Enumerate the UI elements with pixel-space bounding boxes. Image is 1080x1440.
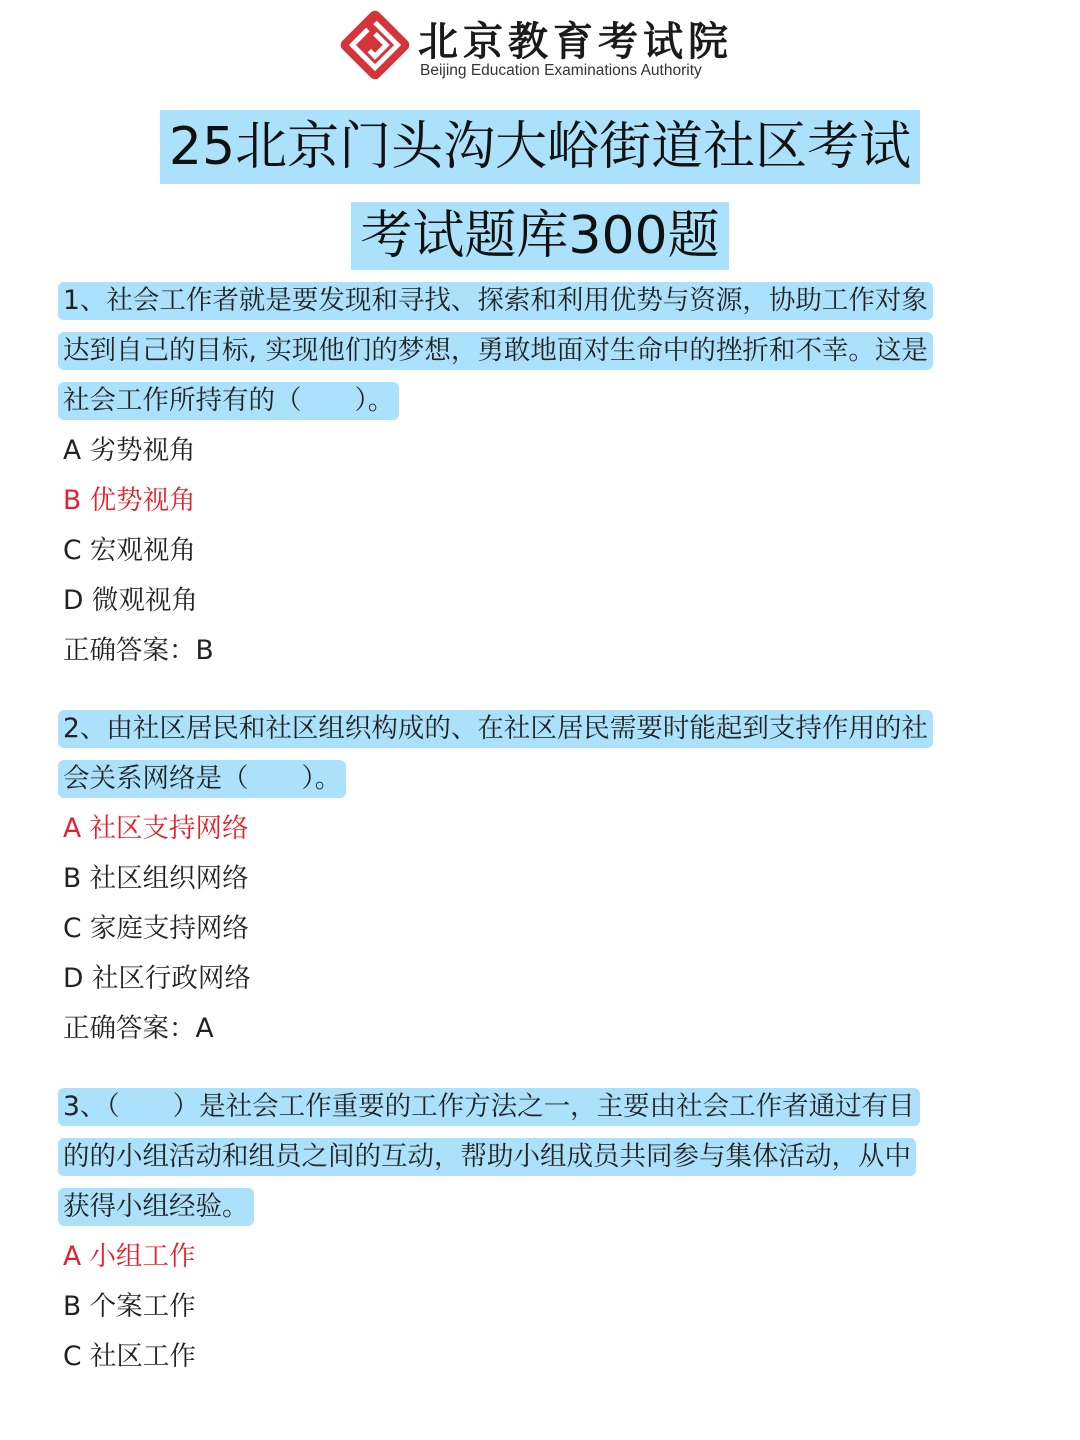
question-stem-text: 会关系网络是（ ）。 <box>58 760 346 798</box>
option: D 社区行政网络 <box>63 963 251 994</box>
option: D 微观视角 <box>63 585 198 616</box>
option: C 宏观视角 <box>63 535 196 566</box>
option: C 社区工作 <box>63 1341 196 1372</box>
question-stem-text: 3、（ ）是社会工作重要的工作方法之一，主要由社会工作者通过有目 <box>58 1088 920 1126</box>
question-stem-text: 达到自己的目标, 实现他们的梦想，勇敢地面对生命中的挫折和不幸。这是 <box>58 332 933 370</box>
beijing-education-logo-icon <box>338 8 412 82</box>
question-stem-line <box>58 1132 1028 1182</box>
question-stem-line <box>58 754 1028 804</box>
question-item <box>58 1082 1028 1382</box>
option: A 劣势视角 <box>63 435 196 466</box>
option-correct: A 小组工作 <box>63 1241 196 1272</box>
question-stem-line <box>58 376 1028 426</box>
question-stem-line <box>58 1082 1028 1132</box>
org-name-cn: 北京教育考试院 <box>418 18 733 65</box>
question-stem-line <box>58 276 1028 326</box>
question-stem-line <box>58 1182 1028 1232</box>
option: B 个案工作 <box>63 1291 196 1322</box>
option-correct: B 优势视角 <box>63 485 196 516</box>
title-line-2: 考试题库300题 <box>351 202 728 270</box>
question-stem-text: 1、社会工作者就是要发现和寻找、探索和利用优势与资源，协助工作对象 <box>58 282 933 320</box>
question-stem-text: 获得小组经验。 <box>58 1188 254 1226</box>
question-stem-text: 社会工作所持有的（ ）。 <box>58 382 399 420</box>
org-name-en: Beijing Education Examinations Authority <box>420 62 702 79</box>
page-subtitle <box>0 202 1080 270</box>
correct-answer: 正确答案：A <box>63 1013 214 1044</box>
option-correct: A 社区支持网络 <box>63 813 249 844</box>
question-list <box>58 276 1028 1410</box>
page-title <box>0 110 1080 184</box>
question-stem-line <box>58 704 1028 754</box>
correct-answer: 正确答案：B <box>63 635 214 666</box>
question-stem-text: 的的小组活动和组员之间的互动，帮助小组成员共同参与集体活动，从中 <box>58 1138 916 1176</box>
org-logo <box>338 8 758 88</box>
question-stem-line <box>58 326 1028 376</box>
question-stem-text: 2、由社区居民和社区组织构成的、在社区居民需要时能起到支持作用的社 <box>58 710 933 748</box>
option: C 家庭支持网络 <box>63 913 249 944</box>
question-item <box>58 276 1028 676</box>
option: B 社区组织网络 <box>63 863 249 894</box>
question-item <box>58 704 1028 1054</box>
title-line-1: 25北京门头沟大峪街道社区考试 <box>160 110 920 184</box>
